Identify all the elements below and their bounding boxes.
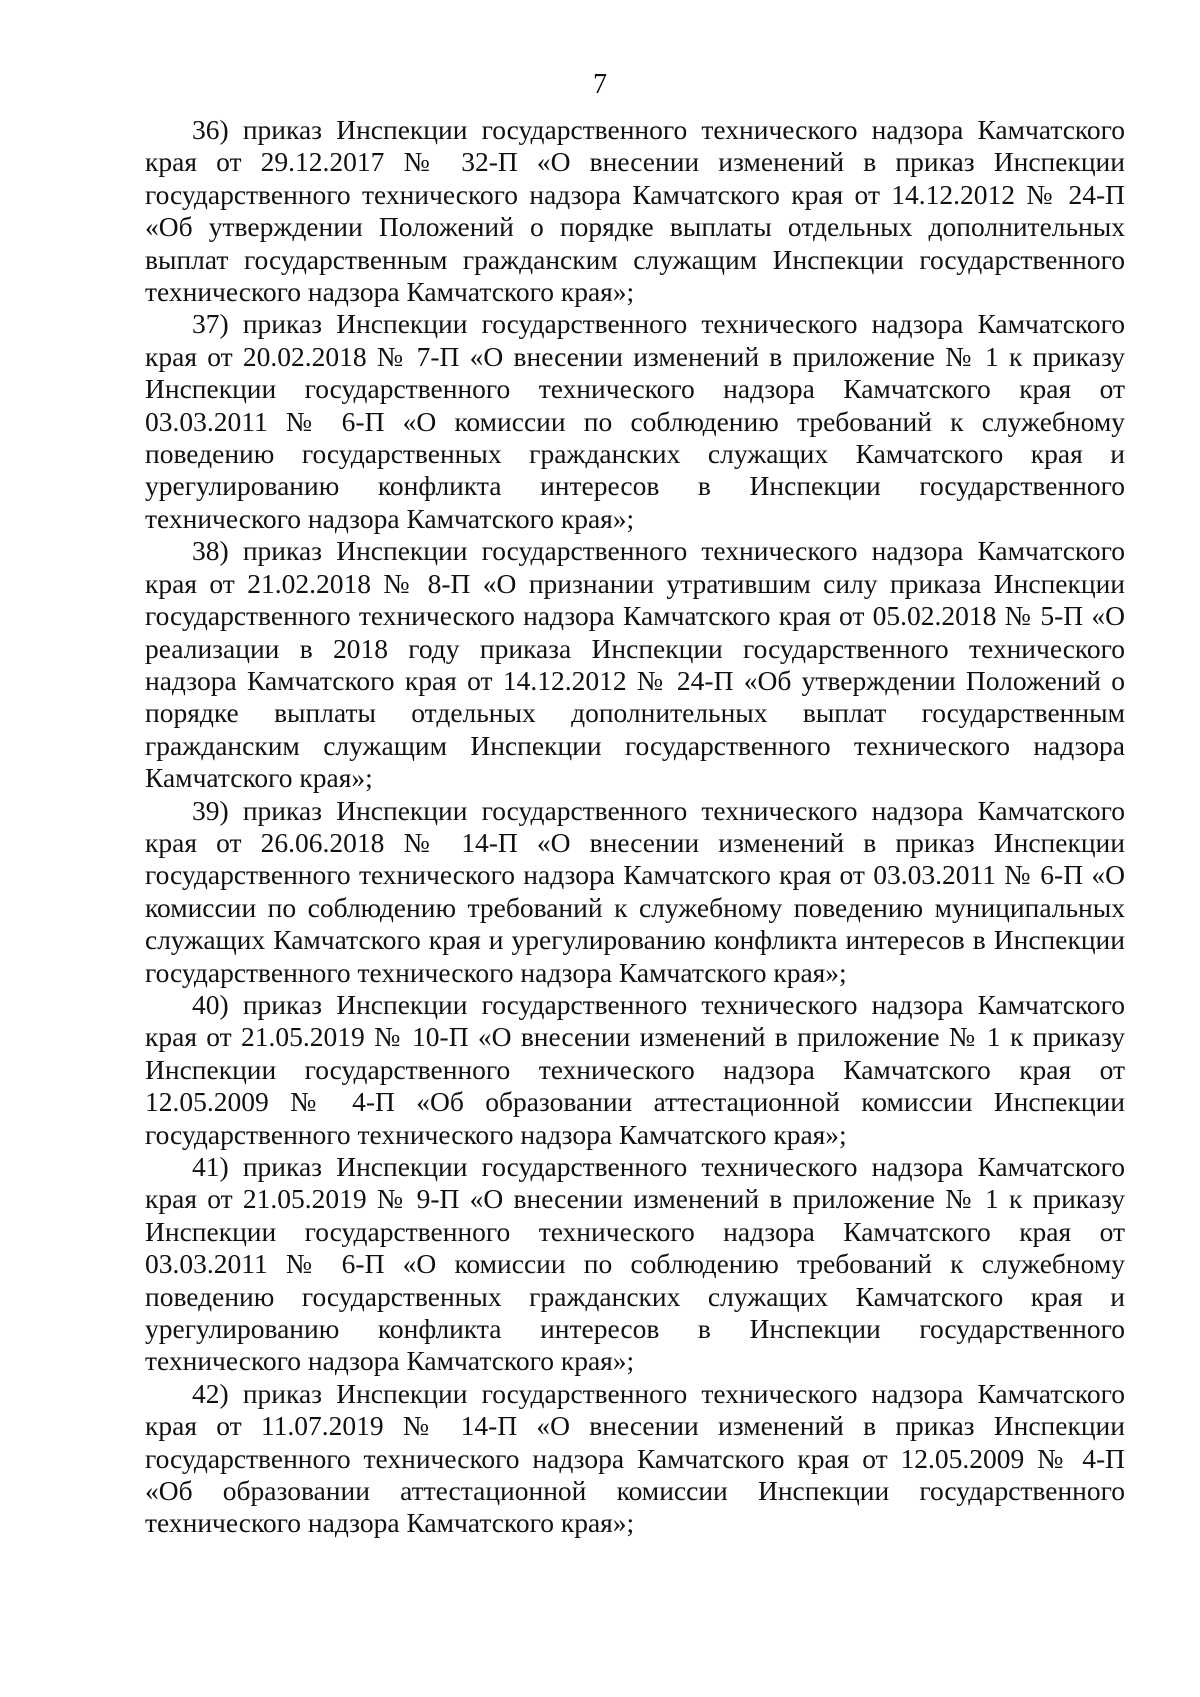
- list-item-40: 40) приказ Инспекции государственного технического надзора Камчатского края от 21.05.2019 № 10-П «О внесении изменений в приложение № 1 к приказу Инспекции государственного технического надзора Камчатского края от 12.05.2009 № 4-П «Об образовании аттестационной комиссии Инспекции государственного технического надзора Камчатского края»;: [145, 988, 1125, 1150]
- list-item-39: 39) приказ Инспекции государственного технического надзора Камчатского края от 26.06.2018 № 14-П «О внесении изменений в приказ Инспекции государственного технического надзора Камчатского края от 03.03.2011 № 6-П «О комиссии по соблюдению требований к служебному поведению муниципальных служащих Камчатского края и урегулированию конфликта интересов в Инспекции государственного технического надзора Камчатского края»;: [145, 794, 1125, 988]
- list-item-36: 36) приказ Инспекции государственного технического надзора Камчатского края от 29.12.2017 № 32-П «О внесении изменений в приказ Инспекции государственного технического надзора Камчатского края от 14.12.2012 № 24-П «Об утверждении Положений о порядке выплаты отдельных дополнительных выплат государственным гражданским служащим Инспекции государственного технического надзора Камчатского края»;: [145, 114, 1125, 308]
- document-body: [145, 114, 1125, 1540]
- list-item-37: 37) приказ Инспекции государственного технического надзора Камчатского края от 20.02.2018 № 7-П «О внесении изменений в приложение № 1 к приказу Инспекции государственного технического надзора Камчатского края от 03.03.2011 № 6-П «О комиссии по соблюдению требований к служебному поведению государственных гражданских служащих Камчатского края и урегулированию конфликта интересов в Инспекции государственного технического надзора Камчатского края»;: [145, 308, 1125, 534]
- list-item-38: 38) приказ Инспекции государственного технического надзора Камчатского края от 21.02.2018 № 8-П «О признании утратившим силу приказа Инспекции государственного технического надзора Камчатского края от 05.02.2018 № 5-П «О реализации в 2018 году приказа Инспекции государственного технического надзора Камчатского края от 14.12.2012 № 24-П «Об утверждении Положений о порядке выплаты отдельных дополнительных выплат государственным гражданским служащим Инспекции государственного технического надзора Камчатского края»;: [145, 535, 1125, 794]
- page-number: 7: [593, 69, 607, 100]
- list-item-42: 42) приказ Инспекции государственного технического надзора Камчатского края от 11.07.2019 № 14-П «О внесении изменений в приказ Инспекции государственного технического надзора Камчатского края от 12.05.2009 № 4-П «Об образовании аттестационной комиссии Инспекции государственного технического надзора Камчатского края»;: [145, 1377, 1125, 1539]
- list-item-41: 41) приказ Инспекции государственного технического надзора Камчатского края от 21.05.2019 № 9-П «О внесении изменений в приложение № 1 к приказу Инспекции государственного технического надзора Камчатского края от 03.03.2011 № 6-П «О комиссии по соблюдению требований к служебному поведению государственных гражданских служащих Камчатского края и урегулированию конфликта интересов в Инспекции государственного технического надзора Камчатского края»;: [145, 1151, 1125, 1377]
